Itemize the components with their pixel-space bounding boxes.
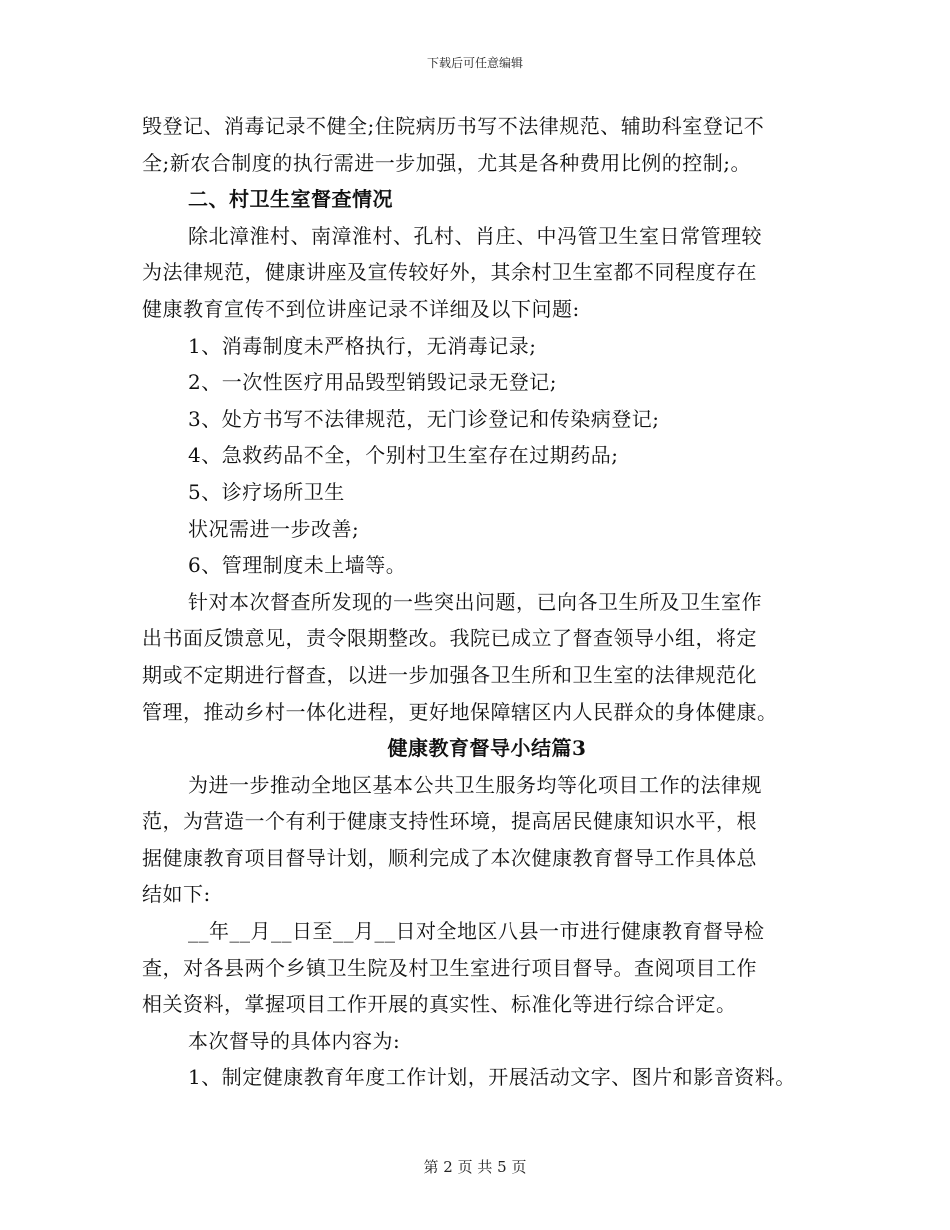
text-line: 出书面反馈意见，责令限期整改。我院已成立了督查领导小组，将定: [142, 626, 757, 651]
text-line: 毁登记、消毒记录不健全;住院病历书写不法律规范、辅助科室登记不: [142, 114, 765, 138]
list-item: 1、制定健康教育年度工作计划，开展活动文字、图片和影音资料。: [188, 1065, 796, 1090]
text-line: 结如下:: [142, 882, 211, 907]
document-body: [142, 108, 832, 1096]
text-line: 相关资料，掌握项目工作开展的真实性、标准化等进行综合评定。: [142, 992, 737, 1017]
text-line: 查，对各县两个乡镇卫生院及村卫生室进行项目督导。查阅项目工作: [142, 955, 757, 980]
list-item: 3、处方书写不法律规范，无门诊登记和传染病登记;: [188, 406, 660, 431]
text-line: 健康教育宣传不到位讲座记录不详细及以下问题:: [142, 296, 580, 321]
text-line: __年__月__日至__月__日对全地区八县一市进行健康教育督导检: [188, 919, 765, 944]
text-line: 范，为营造一个有利于健康支持性环境，提高居民健康知识水平，根: [142, 809, 757, 834]
list-item: 2、一次性医疗用品毁型销毁记录无登记;: [188, 370, 557, 395]
text-line: 针对本次督查所发现的一些突出问题，已向各卫生所及卫生室作: [188, 589, 762, 614]
list-item: 6、管理制度未上墙等。: [188, 553, 407, 578]
article-title: 健康教育督导小结篇3: [387, 736, 587, 761]
section-heading: 二、村卫生室督查情况: [188, 187, 393, 212]
text-line: 据健康教育项目督导计划，顺利完成了本次健康教育督导工作具体总: [142, 845, 757, 870]
text-line: 本次督导的具体内容为:: [188, 1028, 401, 1053]
text-line: 期或不定期进行督查，以进一步加强各卫生所和卫生室的法律规范化: [142, 662, 757, 687]
list-item: 1、消毒制度未严格执行，无消毒记录;: [188, 333, 537, 358]
text-line: 全;新农合制度的执行需进一步加强，尤其是各种费用比例的控制;。: [142, 150, 751, 175]
text-line: 为法律规范，健康讲座及宣传较好外，其余村卫生室都不同程度存在: [142, 260, 757, 285]
text-line: 除北漳淮村、南漳淮村、孔村、肖庄、中冯管卫生室日常管理较: [188, 223, 762, 248]
list-item: 4、急救药品不全，个别村卫生室存在过期药品;: [188, 443, 619, 468]
list-item: 5、诊疗场所卫生: [188, 479, 345, 504]
page-number: 第 2 页 共 5 页: [423, 1158, 527, 1176]
text-line: 管理，推动乡村一体化进程，更好地保障辖区内人民群众的身体健康。: [142, 699, 778, 724]
page-header: 下载后可任意编辑: [426, 56, 523, 70]
text-line: 为进一步推动全地区基本公共卫生服务均等化项目工作的法律规: [188, 772, 762, 797]
text-line: 状况需进一步改善;: [188, 516, 360, 541]
